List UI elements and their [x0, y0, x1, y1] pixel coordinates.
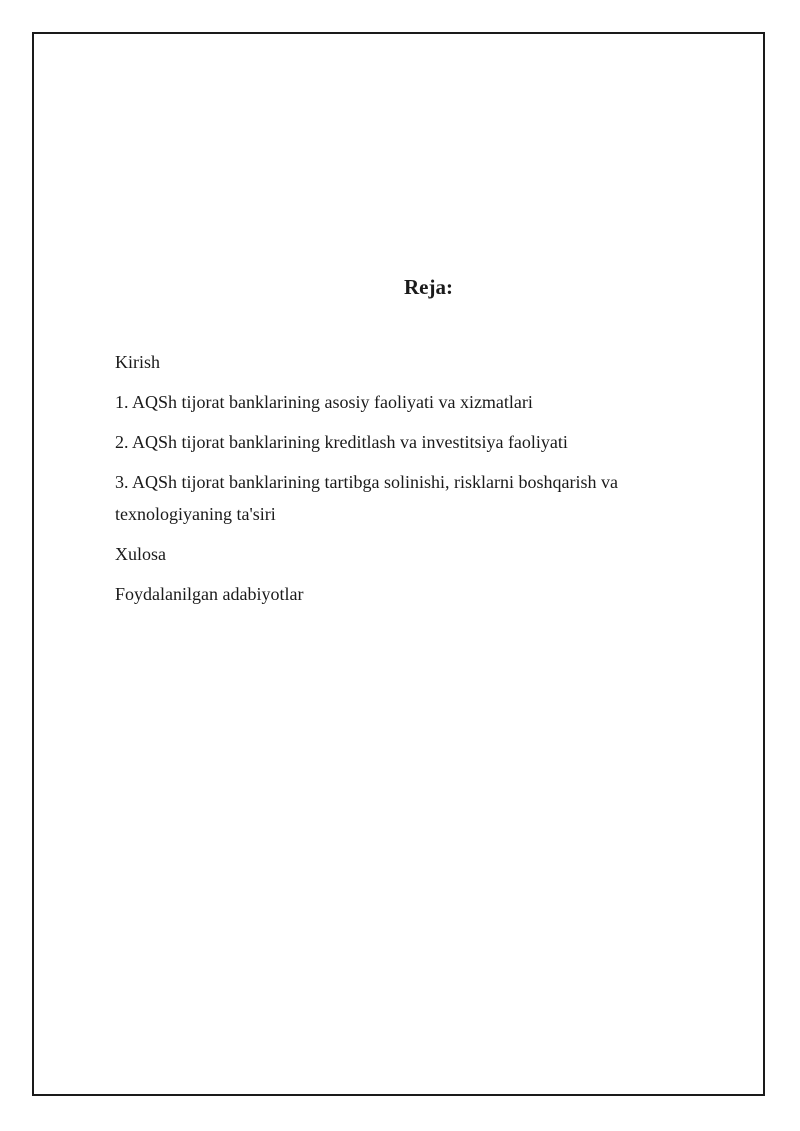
toc-item-references: Foydalanilgan adabiyotlar: [115, 584, 304, 604]
page-title: Reja:: [404, 275, 453, 299]
table-of-contents: [115, 346, 675, 618]
toc-item-chapter-1: 1. AQSh tijorat banklarining asosiy faoliyati va xizmatlari: [115, 392, 533, 412]
toc-item-chapter-2: 2. AQSh tijorat banklarining kreditlash va investitsiya faoliyati: [115, 432, 568, 452]
toc-item-chapter-3: 3. AQSh tijorat banklarining tartibga solinishi, risklarni boshqarish va texnologiyaning ta'siri: [115, 472, 618, 524]
toc-item-conclusion: Xulosa: [115, 544, 166, 564]
toc-item-introduction: Kirish: [115, 352, 160, 372]
